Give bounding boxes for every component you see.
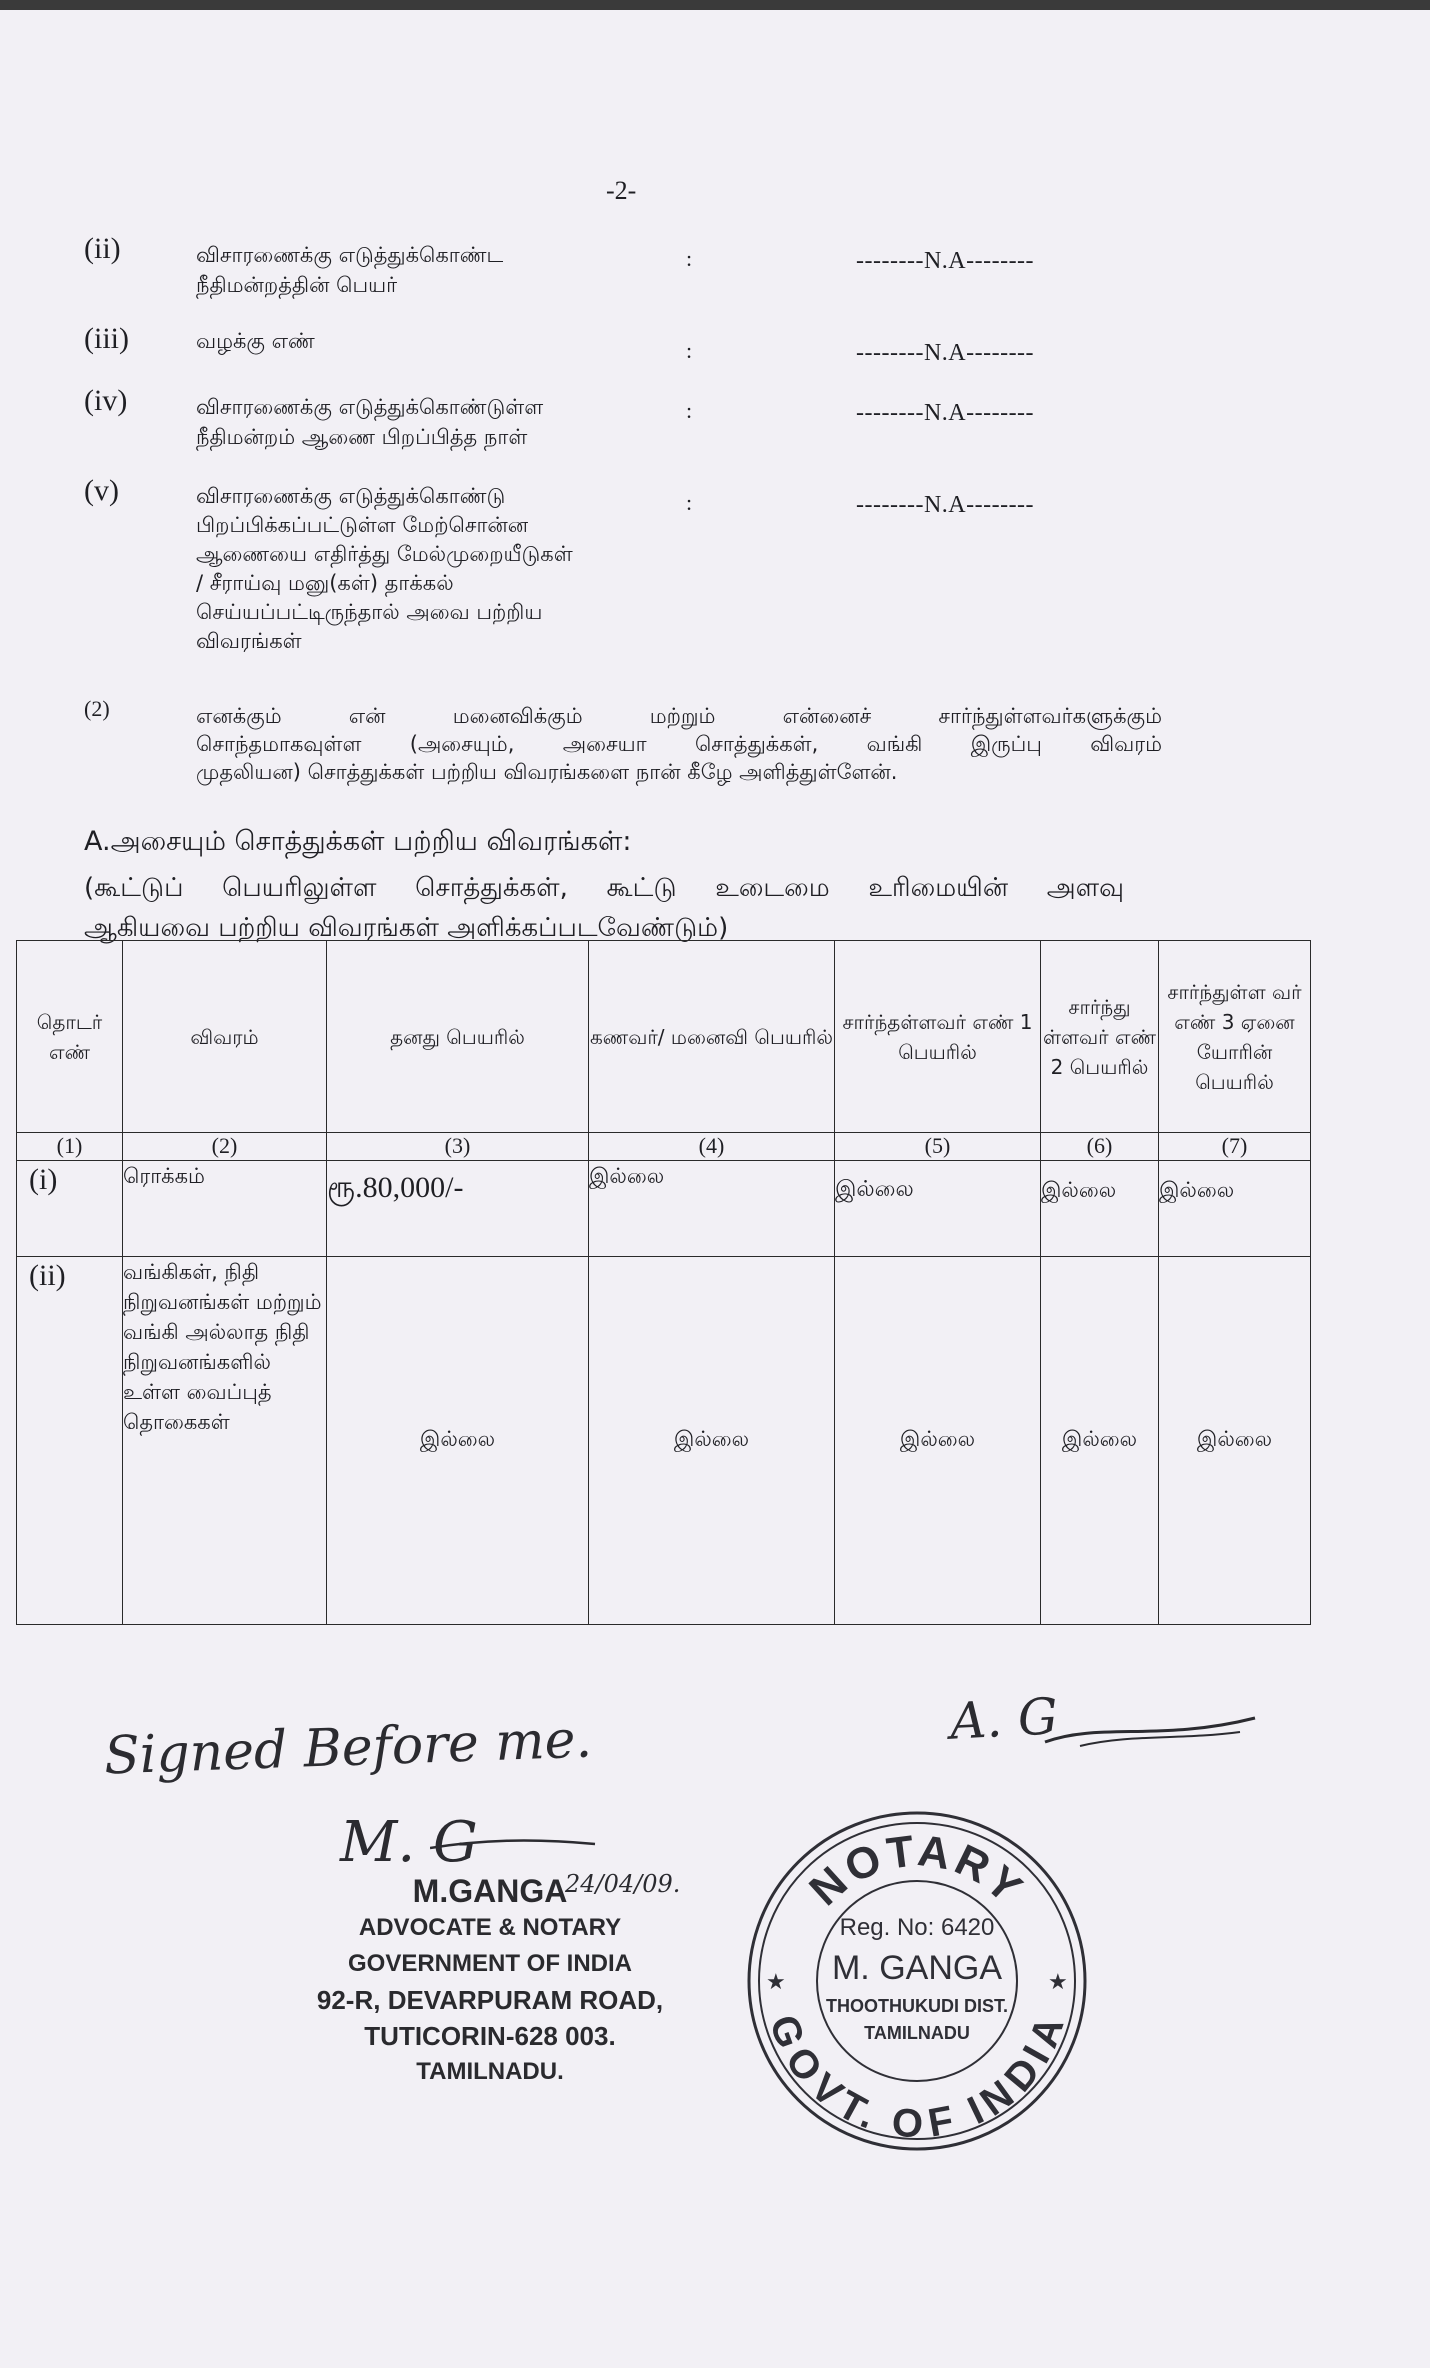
item-value: --------N.A--------	[856, 400, 1035, 426]
cell-dependent-1: இல்லை	[835, 1161, 1041, 1257]
signature-flourish	[1040, 1712, 1260, 1752]
cell-dependent-1: இல்லை	[835, 1257, 1041, 1625]
notary-signature: M. G	[340, 1810, 478, 1875]
section-note: (கூட்டுப் பெயரிலுள்ள சொத்துக்கள், கூட்டு உடைமை உரிமையின் அளவு ஆகியவை பற்றிய விவரங்கள் அளிக்கப்படவேண்டும்)	[84, 873, 1124, 943]
cell-self: இல்லை	[327, 1257, 589, 1625]
stamp-district: THOOTHUKUDI DIST.	[826, 1996, 1008, 2016]
star-icon: ★	[766, 1970, 786, 1995]
item-number: (ii)	[84, 232, 121, 265]
column-number: (7)	[1159, 1133, 1311, 1161]
cell-dependent-2: இல்லை	[1041, 1161, 1159, 1257]
column-number: (3)	[327, 1133, 589, 1161]
cell-self: ரூ.80,000/-	[327, 1161, 589, 1257]
cell-spouse: இல்லை	[589, 1161, 835, 1257]
item-label: விசாரணைக்கு எடுத்துக்கொண்ட நீதிமன்றத்தின் பெயர்	[196, 243, 504, 297]
header-self: தனது பெயரில்	[327, 941, 589, 1133]
deponent-signature: A. G	[948, 1687, 1060, 1751]
star-icon: ★	[1048, 1970, 1068, 1995]
notary-signature-stroke	[430, 1830, 600, 1870]
section-heading: A.அசையும் சொத்துக்கள் பற்றிய விவரங்கள்:	[84, 826, 632, 857]
header-spouse: கணவர்/ மனைவி பெயரில்	[589, 941, 835, 1133]
table-header-row	[17, 941, 1311, 1133]
stamp-state: TAMILNADU	[864, 2023, 970, 2043]
item-number: (iv)	[84, 384, 128, 417]
svg-text:NOTARY	[800, 1826, 1033, 1915]
paragraph-text: எனக்கும் என் மனைவிக்கும் மற்றும் என்னைச் சார்ந்துள்ளவர்களுக்கும் சொந்தமாகவுள்ள (அசையும், அசையா சொத்துக்கள், வங்கி இருப்பு விவரம் முதலியன) சொத்துக்கள் பற்றிய விவரங்களை நான் கீழே அளித்துள்ளேன்.	[196, 704, 1162, 784]
cell-spouse: இல்லை	[589, 1257, 835, 1625]
scan-top-edge	[0, 0, 1430, 10]
header-serial: தொடர் எண்	[17, 941, 123, 1133]
item-number: (iii)	[84, 322, 129, 355]
row-description: வங்கிகள், நிதி நிறுவனங்கள் மற்றும் வங்கி அல்லாத நிதி நிறுவனங்களில் உள்ள வைப்புத் தொகைகள்	[123, 1257, 327, 1625]
column-number-row	[17, 1133, 1311, 1161]
column-number: (1)	[17, 1133, 123, 1161]
column-number: (4)	[589, 1133, 835, 1161]
item-value: --------N.A--------	[856, 340, 1035, 366]
signed-before-me-note: Signed Before me.	[103, 1709, 593, 1787]
notary-name: M.GANGA	[412, 1873, 568, 1909]
cell-dependent-3: இல்லை	[1159, 1161, 1311, 1257]
table-row	[17, 1161, 1311, 1257]
row-number: (i)	[17, 1161, 123, 1257]
header-dependent-1: சார்ந்தள்ளவர் எண் 1 பெயரில்	[835, 941, 1041, 1133]
header-dependent-3: சார்ந்துள்ள வர் எண் 3 ஏனை யோரின் பெயரில்	[1159, 941, 1311, 1133]
item-label: வழக்கு எண்	[196, 329, 315, 353]
row-number: (ii)	[17, 1257, 123, 1625]
column-number: (6)	[1041, 1133, 1159, 1161]
cell-dependent-2: இல்லை	[1041, 1257, 1159, 1625]
signature-date: 24/04/09.	[565, 1870, 681, 1898]
item-label: விசாரணைக்கு எடுத்துக்கொண்டு பிறப்பிக்கப்பட்டுள்ள மேற்சொன்ன ஆணையை எதிர்த்து மேல்முறையீடுகள் / சீராய்வு மனு(கள்) தாக்கல் செய்யப்பட்டிருந்தால் அவை பற்றிய விவரங்கள்	[196, 484, 573, 653]
column-number: (2)	[123, 1133, 327, 1161]
stamp-bottom-arc: GOVT. OF INDIA	[760, 2009, 1074, 2147]
colon: :	[686, 490, 693, 515]
page-number: -2-	[606, 176, 637, 205]
item-label: விசாரணைக்கு எடுத்துக்கொண்டுள்ள நீதிமன்றம் ஆணை பிறப்பித்த நாள்	[196, 395, 544, 449]
colon: :	[686, 338, 693, 363]
paragraph-number: (2)	[84, 696, 110, 721]
notary-address-block: M.GANGA ADVOCATE & NOTARY GOVERNMENT OF INDIA 92-R, DEVARPURAM ROAD, TUTICORIN-628 003. TAMILNADU.	[290, 1872, 690, 2090]
item-number: (v)	[84, 474, 119, 507]
header-description: விவரம்	[123, 941, 327, 1133]
stamp-reg-number: Reg. No: 6420	[839, 1914, 995, 1941]
item-value: --------N.A--------	[856, 248, 1035, 274]
colon: :	[686, 246, 693, 271]
cell-dependent-3: இல்லை	[1159, 1257, 1311, 1625]
stamp-name: M. GANGA	[831, 1949, 1003, 1987]
item-value: --------N.A--------	[856, 492, 1035, 518]
table-row	[17, 1257, 1311, 1625]
colon: :	[686, 398, 693, 423]
notary-stamp	[742, 1806, 1092, 2156]
stamp-top-arc: NOTARY	[800, 1826, 1034, 1916]
column-number: (5)	[835, 1133, 1041, 1161]
row-description: ரொக்கம்	[123, 1161, 327, 1257]
header-dependent-2: சார்ந்து ள்ளவர் எண் 2 பெயரில்	[1041, 941, 1159, 1133]
movable-assets-table	[16, 940, 1311, 1625]
